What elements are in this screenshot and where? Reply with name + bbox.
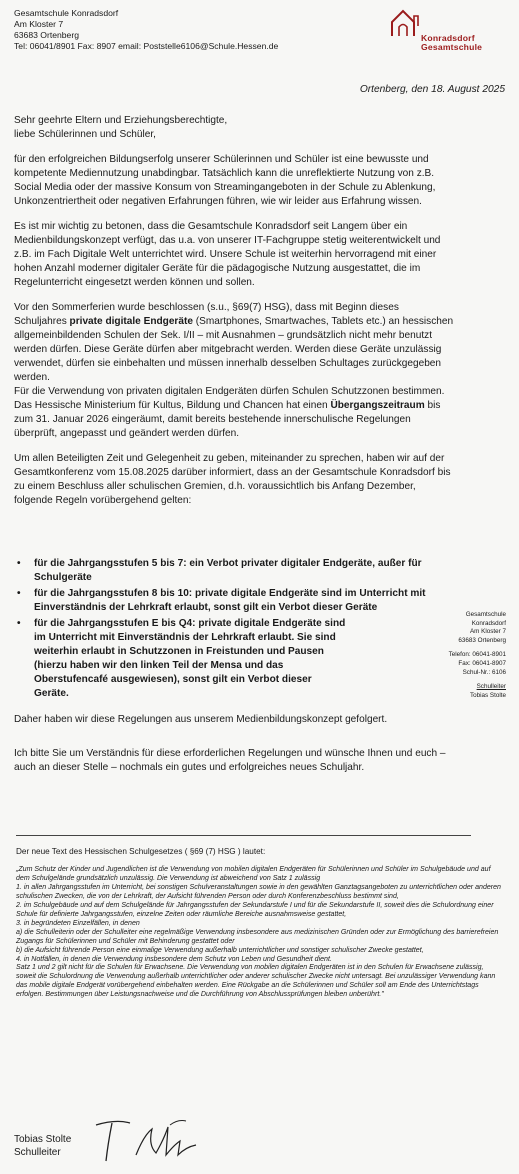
- paragraph-3-b: (Smartphones, Smartwaches, Tablets etc.) an hessischen allgemeinbildenden Schulen der Sek. I/II – mit Ausnahmen – grundsätzlich nicht mehr benutzt werden dürfen. Diese Geräte dürfen aber mitgebracht werden. Werden diese Geräte unzulässig verwendet, dürfen sie einbehalten und müssen innerhalb desselben Schultages zurückgegeben werden.: [14, 316, 454, 383]
- school-name: Gesamtschule Konradsdorf: [14, 8, 119, 18]
- stamp-phone: Telefon: 06041-8901: [448, 651, 506, 659]
- salutation-line-1: Sehr geehrte Eltern und Erziehungsberechtigte,: [14, 115, 228, 126]
- stamp-line2: Konradsdorf: [471, 619, 506, 627]
- stamp-fax: Fax: 06041-8907: [458, 659, 506, 667]
- letterhead: [14, 8, 278, 52]
- stamp-line4: 63683 Ortenberg: [458, 636, 506, 644]
- rule-item: • für die Jahrgangsstufen 8 bis 10: private digitale Endgeräte sind im Unterricht mit Einverständnis der Lehrkraft erlaubt, sonst gilt ein Verbot dieser Geräte: [14, 587, 454, 615]
- stamp-line3: Am Kloster 7: [469, 628, 506, 636]
- paragraph-1: für den erfolgreichen Bildungserfolg unserer Schülerinnen und Schüler ist eine bewusste und kompetente Mediennutzung unabdingbar. Tatsächlich kann die unreflektierte Nutzung von z.B. Social Media oder der massive Konsum von Streamingangeboten in der Schule zu Ablenkung, Unkonzentriertheit oder negativen Erfahrungen führen, wie wir leider aus Erfahrung wissen.: [14, 154, 436, 207]
- paragraph-3-bold: private digitale Endgeräte: [69, 316, 193, 327]
- logo-line2: Gesamtschule: [421, 42, 483, 52]
- law-line: a) die Schulleiterin oder der Schulleiter eine regelmäßige Verwendung insbesondere aus medizinischen Gründen oder zur Ermöglichung des barrierefreien Zugangs für Schülerinnen und Schüler mit Behinderung gestattet oder: [16, 928, 499, 945]
- law-line: 2. im Schulgebäude und auf dem Schulgelände für Jahrgangsstufen der Sekundarstufe I und für die Sekundarstufe II, soweit dies die Schulordnung einer Schule für definierte Jahrgangsstufen, einzelne Zeiten oder räumliche Bereiche ausnahmsweise gestattet,: [16, 901, 494, 918]
- paragraph-3-d: Das Hessische Ministerium für Kultus, Bildung und Chancen hat einen: [14, 400, 331, 411]
- divider: [16, 835, 471, 836]
- school-stamp: [438, 611, 506, 700]
- paragraph-3: [14, 301, 454, 441]
- letter-body: [14, 114, 454, 519]
- closing-block: [14, 713, 469, 795]
- stamp-name: Tobias Stolte: [469, 691, 506, 699]
- paragraph-2: Es ist mir wichtig zu betonen, dass die Gesamtschule Konradsdorf seit Langem über ein Medienbildungskonzept verfügt, das u.a. von unserer IT-Fachgruppe stetig weiterentwickelt und z.B. im Fach Digitale Welt unterrichtet wird. Unsere Schule ist weiterhin hervorragend mit einer hohen Anzahl moderner digitaler Geräte für die pädagogische Nutzung ausgestattet, die im Regelunterricht eingesetzt werden können und sollen.: [14, 221, 441, 288]
- law-line: „Zum Schutz der Kinder und Jugendlichen ist die Verwendung von mobilen digitalen Endgeräten für Schülerinnen und Schüler im Schulgebäude und auf dem Schulgelände grundsätzlich unzulässig. Die Verwendung ist abweichend von Satz 1 zulässig: [16, 866, 491, 882]
- law-line: Satz 1 und 2 gilt nicht für die Schulen für Erwachsene. Die Verwendung von mobilen digitalen Endgeräten ist in den Schulen für Erwachsene zulässig, soweit die Schulordnung die Verwendung außerhalb unterrichtlicher oder anderer schulischer Zwecke nicht untersagt. Bei unzulässiger Verwendung kann das mobile digitale Endgerät vorübergehend einbehalten werden. Eine Rückgabe an die Schülerinnen und Schüler soll am Ende des Unterrichtstags erfolgen. Bestimmungen über Leistungsnachweise und die Durchführung von Abschlussprüfungen bleiben unberührt.": [16, 964, 496, 999]
- law-line: 4. in Notfällen, in denen die Verwendung insbesondere dem Schutz von Leben und Gesundheit dient.: [16, 955, 332, 963]
- paragraph-3-c: Für die Verwendung von privaten digitalen Endgeräten dürfen Schulen Schutzzonen bestimmen.: [14, 386, 445, 397]
- law-heading: Der neue Text des Hessischen Schulgesetzes ( §69 (7) HSG ) lautet:: [16, 847, 266, 856]
- stamp-role: Schulleiter: [476, 683, 506, 691]
- rule-item: • für die Jahrgangsstufen 5 bis 7: ein Verbot privater digitaler Endgeräte, außer für Schulgeräte: [14, 557, 454, 585]
- paragraph-5: Daher haben wir diese Regelungen aus unserem Medienbildungskonzept gefolgert.: [14, 714, 388, 725]
- signature: [86, 1115, 216, 1165]
- school-city: 63683 Ortenberg: [14, 30, 79, 40]
- school-street: Am Kloster 7: [14, 19, 64, 29]
- paragraph-6: Ich bitte Sie um Verständnis für diese erforderlichen Regelungen und wünsche Ihnen und euch – auch an dieser Stelle – nochmals ein gutes und erfolgreiches neues Schuljahr.: [14, 748, 446, 773]
- school-contact: Tel: 06041/8901 Fax: 8907 email: Poststelle6106@Schule.Hessen.de: [14, 41, 279, 51]
- stamp-line1: Gesamtschule: [465, 611, 506, 618]
- logo-line1: Konradsdorf: [421, 33, 475, 43]
- paragraph-4: Um allen Beteiligten Zeit und Gelegenheit zu geben, miteinander zu sprechen, haben wir auf der Gesamtkonferenz vom 15.08.2025 darüber informiert, dass an der Gesamtschule Konradsdorf bis zu einem Beschluss aller schulischen Gremien, d.h. voraussichtlich bis Anfang Dezember, folgende Regeln vorübergehend gelten:: [14, 453, 451, 506]
- rule-item: • für die Jahrgangsstufen E bis Q4: private digitale Endgeräte sind im Unterricht mit Einverständnis der Lehrkraft erlaubt. Sie sind weiterhin erlaubt in Schutzzonen in Freistunden und Pausen (hierzu haben wir den linken Teil der Mensa und das Oberstufencafé ausgewiesen), sonst gilt ein Verbot dieser Geräte.: [14, 617, 349, 701]
- signer-block: [14, 1133, 71, 1159]
- salutation-line-2: liebe Schülerinnen und Schüler,: [14, 129, 156, 140]
- school-logo: [390, 8, 510, 52]
- law-text: [16, 866, 502, 1000]
- signer-name: Tobias Stolte: [14, 1134, 72, 1145]
- law-line: b) die Aufsicht führende Person eine einmalige Verwendung außerhalb unterrichtlicher und sonstiger schulischer Zwecke gestattet,: [16, 946, 424, 954]
- salutation: [14, 114, 454, 142]
- date-line: Ortenberg, den 18. August 2025: [359, 84, 505, 95]
- paragraph-3-e: bis zum 31. Januar 2026 eingeräumt, damit bereits bestehende innerschulische Regelungen überprüft, angepasst und geändert werden dürfen.: [14, 400, 441, 439]
- signer-title: Schulleiter: [14, 1147, 61, 1158]
- stamp-schulnr: Schul-Nr.: 6106: [462, 668, 506, 676]
- law-line: 3. in begründeten Einzelfällen, in denen: [16, 919, 140, 927]
- law-line: 1. in allen Jahrgangsstufen im Unterricht, bei sonstigen Schulveranstaltungen sowie in den gewählten Ganztagsangeboten zu unterrichtlichen oder anderen schulischen Zwecken, die von der Lehrkraft, der Aufsicht führenden Person oder durch Konferenzbeschluss bestimmt sind,: [16, 883, 501, 900]
- rules-list: [14, 557, 454, 703]
- paragraph-3-d-bold: Übergangszeitraum: [330, 400, 425, 411]
- paragraph-3-a: Vor den Sommerferien wurde beschlossen (s.u., §69(7) HSG), dass mit Beginn dieses Schuljahres: [14, 302, 399, 327]
